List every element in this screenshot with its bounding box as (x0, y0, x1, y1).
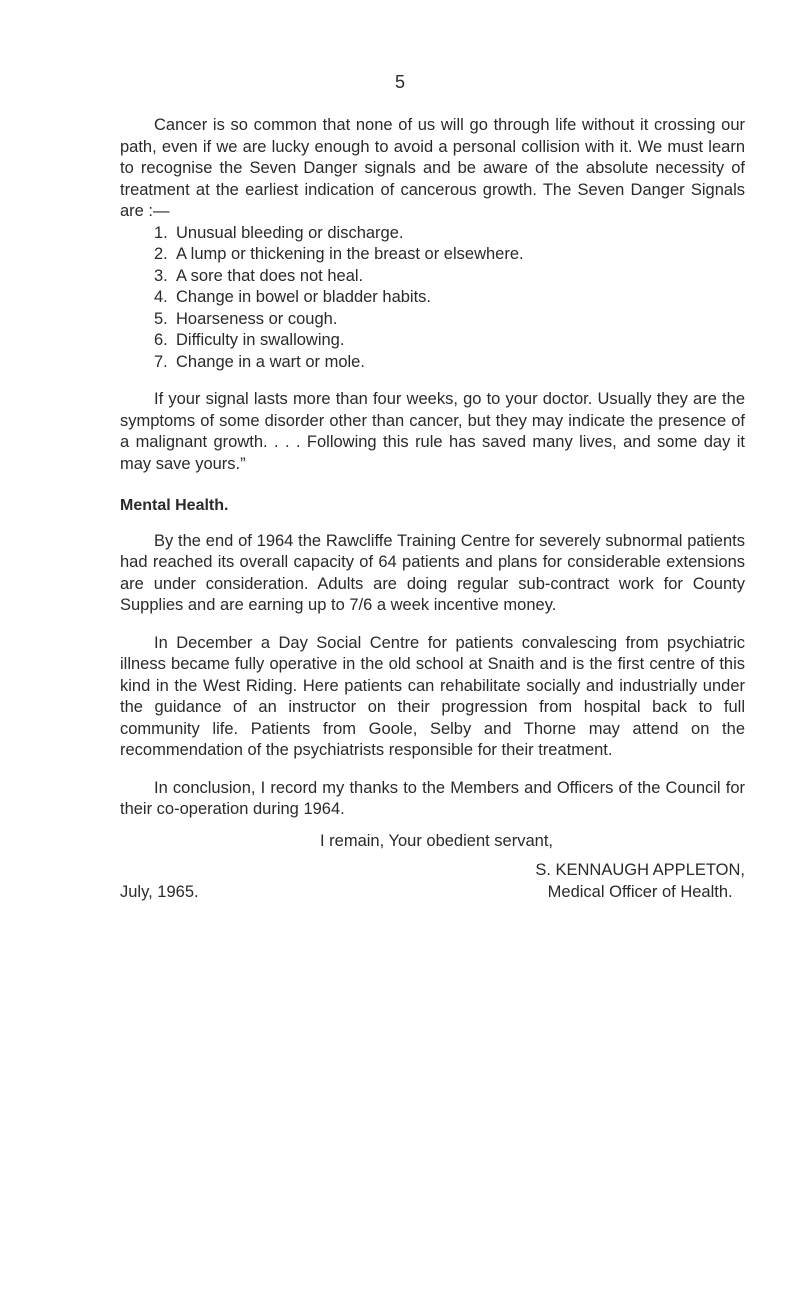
list-item (154, 352, 745, 374)
list-item (154, 244, 745, 266)
signature-block (535, 860, 745, 903)
list-item-number: 3. (154, 266, 168, 285)
list-item-text: Hoarseness or cough. (176, 309, 338, 328)
danger-signals-list (120, 223, 745, 374)
day-centre-paragraph: In December a Day Social Centre for patients convalescing from psychiatric illness became fully operative in the old school at Snaith and is the first centre of this kind in the West Riding. Here patients can rehabilitate socially and industrially under the guidance of an instructor on their progression from hospital back to full community life. Patients from Goole, Selby and Thorne may attend on the recommendation of the psychiatrists responsible for their treatment. (120, 633, 745, 759)
rawcliffe-paragraph: By the end of 1964 the Rawcliffe Training Centre for severely subnormal patients had reached its overall capacity of 64 patients and plans for considerable extensions are under consideration. Adults are doing regular sub-contract work for County Supplies and are earning up to 7/6 a week incentive money. (120, 531, 745, 614)
signatory-name: S. KENNAUGH APPLETON, (535, 861, 745, 879)
list-item (154, 266, 745, 288)
list-item-number: 5. (154, 309, 168, 328)
page-number: 5 (394, 72, 405, 92)
list-item-text: Difficulty in swallowing. (176, 331, 345, 349)
list-item-text: Change in a wart or mole. (176, 352, 365, 371)
closing-salutation: I remain, Your obedient servant, (320, 831, 553, 850)
list-item-number: 1. (154, 223, 168, 242)
report-date: July, 1965. (120, 882, 199, 901)
mental-health-heading: Mental Health. (120, 497, 229, 514)
list-item-text: A lump or thickening in the breast or elsewhere. (176, 245, 524, 263)
list-item-number: 6. (154, 331, 168, 349)
list-item-text: Change in bowel or bladder habits. (176, 288, 432, 306)
signature-row (120, 860, 745, 903)
list-item-text: Unusual bleeding or discharge. (176, 223, 404, 242)
document-body (120, 115, 745, 903)
list-item (154, 287, 745, 309)
list-item-number: 7. (154, 352, 168, 371)
signatory-title: Medical Officer of Health. (547, 882, 733, 901)
conclusion-paragraph: In conclusion, I record my thanks to the Members and Officers of the Council for their co-operation during 1964. (120, 778, 745, 818)
list-item (154, 223, 745, 245)
list-item-number: 4. (154, 288, 168, 306)
list-item-number: 2. (154, 245, 168, 263)
list-item (154, 309, 745, 331)
list-item (154, 330, 745, 352)
signal-advice-paragraph: If your signal lasts more than four weeks, go to your doctor. Usually they are the symptoms of some disorder other than cancer, but they may indicate the presence of a malignant growth. . . . Following this rule has saved many lives, and some day it may save yours.” (120, 390, 745, 473)
list-item-text: A sore that does not heal. (176, 266, 364, 285)
cancer-paragraph: Cancer is so common that none of us will go through life without it crossing our path, even if we are lucky enough to avoid a personal collision with it. We must learn to recognise the Seven Danger signals and be aware of the absolute necessity of treatment at the earliest indication of cancerous growth. The Seven Danger Signals are :— (120, 116, 745, 220)
